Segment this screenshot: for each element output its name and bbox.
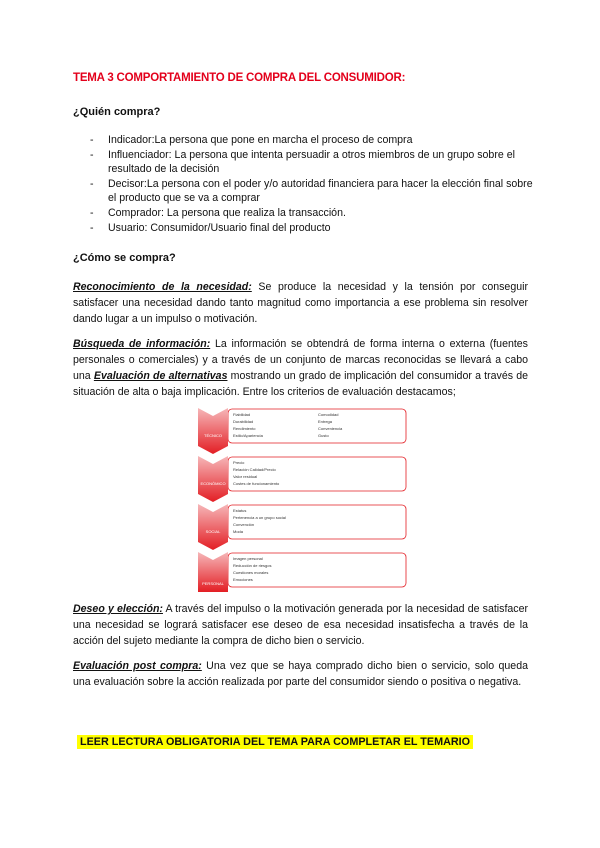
criterion: Conveniencia [318,426,343,431]
criterion: Estatus [233,508,247,513]
stage-label: PERSONAL [202,581,224,586]
criterion: Gusto [318,433,329,438]
stage-economico [198,456,406,502]
criterion: Precio [233,460,245,465]
criterion: Emociones [233,577,253,582]
criterion: Durabilidad [233,419,254,424]
chevron-shape [198,408,228,454]
stage-label: TÉCNICO [204,433,222,438]
evaluation-criteria-diagram [196,408,408,593]
recognition-paragraph [73,279,528,327]
search-paragraph [73,336,528,400]
criterion: Convención [233,522,255,527]
post-purchase-text: Una vez que se haya comprado dicho bien o servicio, solo queda una evaluación sobre la acción realizada por parte del consumidor siendo o positiva o negativa. [73,660,528,688]
roles-list [73,133,533,235]
list-item: - Indicador:La persona que pone en marcha el proceso de compra [73,133,533,148]
how-heading: ¿Cómo se compra? [73,252,176,264]
stage-personal [198,552,406,592]
criterion: Entrega [318,419,333,424]
post-purchase-term: Evaluación post compra: [73,660,202,672]
chevron-shape [198,504,228,550]
stage-social [198,504,406,550]
criterion: Imagen personal [233,556,263,561]
reading-notice-banner: LEER LECTURA OBLIGATORIA DEL TEMA PARA COMPLETAR EL TEMARIO [77,735,473,749]
criterion: Estilo/Apariencia [233,433,263,438]
list-item: - Usuario: Consumidor/Usuario final del producto [73,221,533,236]
alternatives-term: Evaluación de alternativas [93,370,228,382]
criterion: Rendimiento [233,426,256,431]
chevron-shape [198,456,228,502]
desire-text: A través del impulso o la motivación generada por la necesidad de satisfacer una necesidad se logrará satisfacer ese deseo de esa necesidad insatisfecha a través de la acción del sujeto mediante la compra de dicho bien o servicio. [73,603,529,647]
search-text-b: mostrando un grado de implicación del consumidor a través de situación de alta o baja implicación. Entre los criterios de evaluación destacamos; [73,370,528,398]
criterion: Valor residual [233,474,258,479]
page-title: TEMA 3 COMPORTAMIENTO DE COMPRA DEL CONSUMIDOR: [73,72,406,84]
criterion: Relación Calidad/Precio [233,467,276,472]
search-term: Búsqueda de información: [73,338,211,350]
criterion: Moda [233,529,244,534]
criterion: Fiabilidad [233,412,251,417]
desire-term: Deseo y elección: [73,603,163,615]
criterion: Comodidad [318,412,339,417]
search-text-a: La información se obtendrá de forma interna o externa (fuentes personales o comerciales) y a través de un conjunto de marcas reconocidas se llevará a cabo una [73,338,528,382]
stage-label: SOCIAL [205,529,221,534]
criterion: Cuestiones morales [233,570,269,575]
list-item: - Comprador: La persona que realiza la transacción. [73,206,533,221]
criterion: Costes de funcionamiento [233,481,280,486]
chevron-shape [198,552,228,592]
list-item: - Influenciador: La persona que intenta persuadir a otros miembros de un grupo sobre el resultado de la decisión [73,148,533,177]
recognition-term: Reconocimiento de la necesidad: [73,281,252,293]
desire-paragraph [73,601,528,649]
list-item: - Decisor:La persona con el poder y/o autoridad financiera para hacer la elección final sobre el producto que se va a comprar [73,177,533,206]
criterion: Pertenencia a un grupo social [233,515,286,520]
stage-label: ECONÓMICO [200,481,226,486]
who-heading: ¿Quién compra? [73,106,161,118]
recognition-text: Se produce la necesidad y la tensión por conseguir satisfacer una necesidad dando tanto magnitud como importancia a ese problema sin resolver dando lugar a un impulso o motivación. [73,281,528,325]
criterion: Reducción de riesgos [233,563,272,568]
stage-tecnico [198,408,406,454]
post-purchase-paragraph [73,658,528,690]
